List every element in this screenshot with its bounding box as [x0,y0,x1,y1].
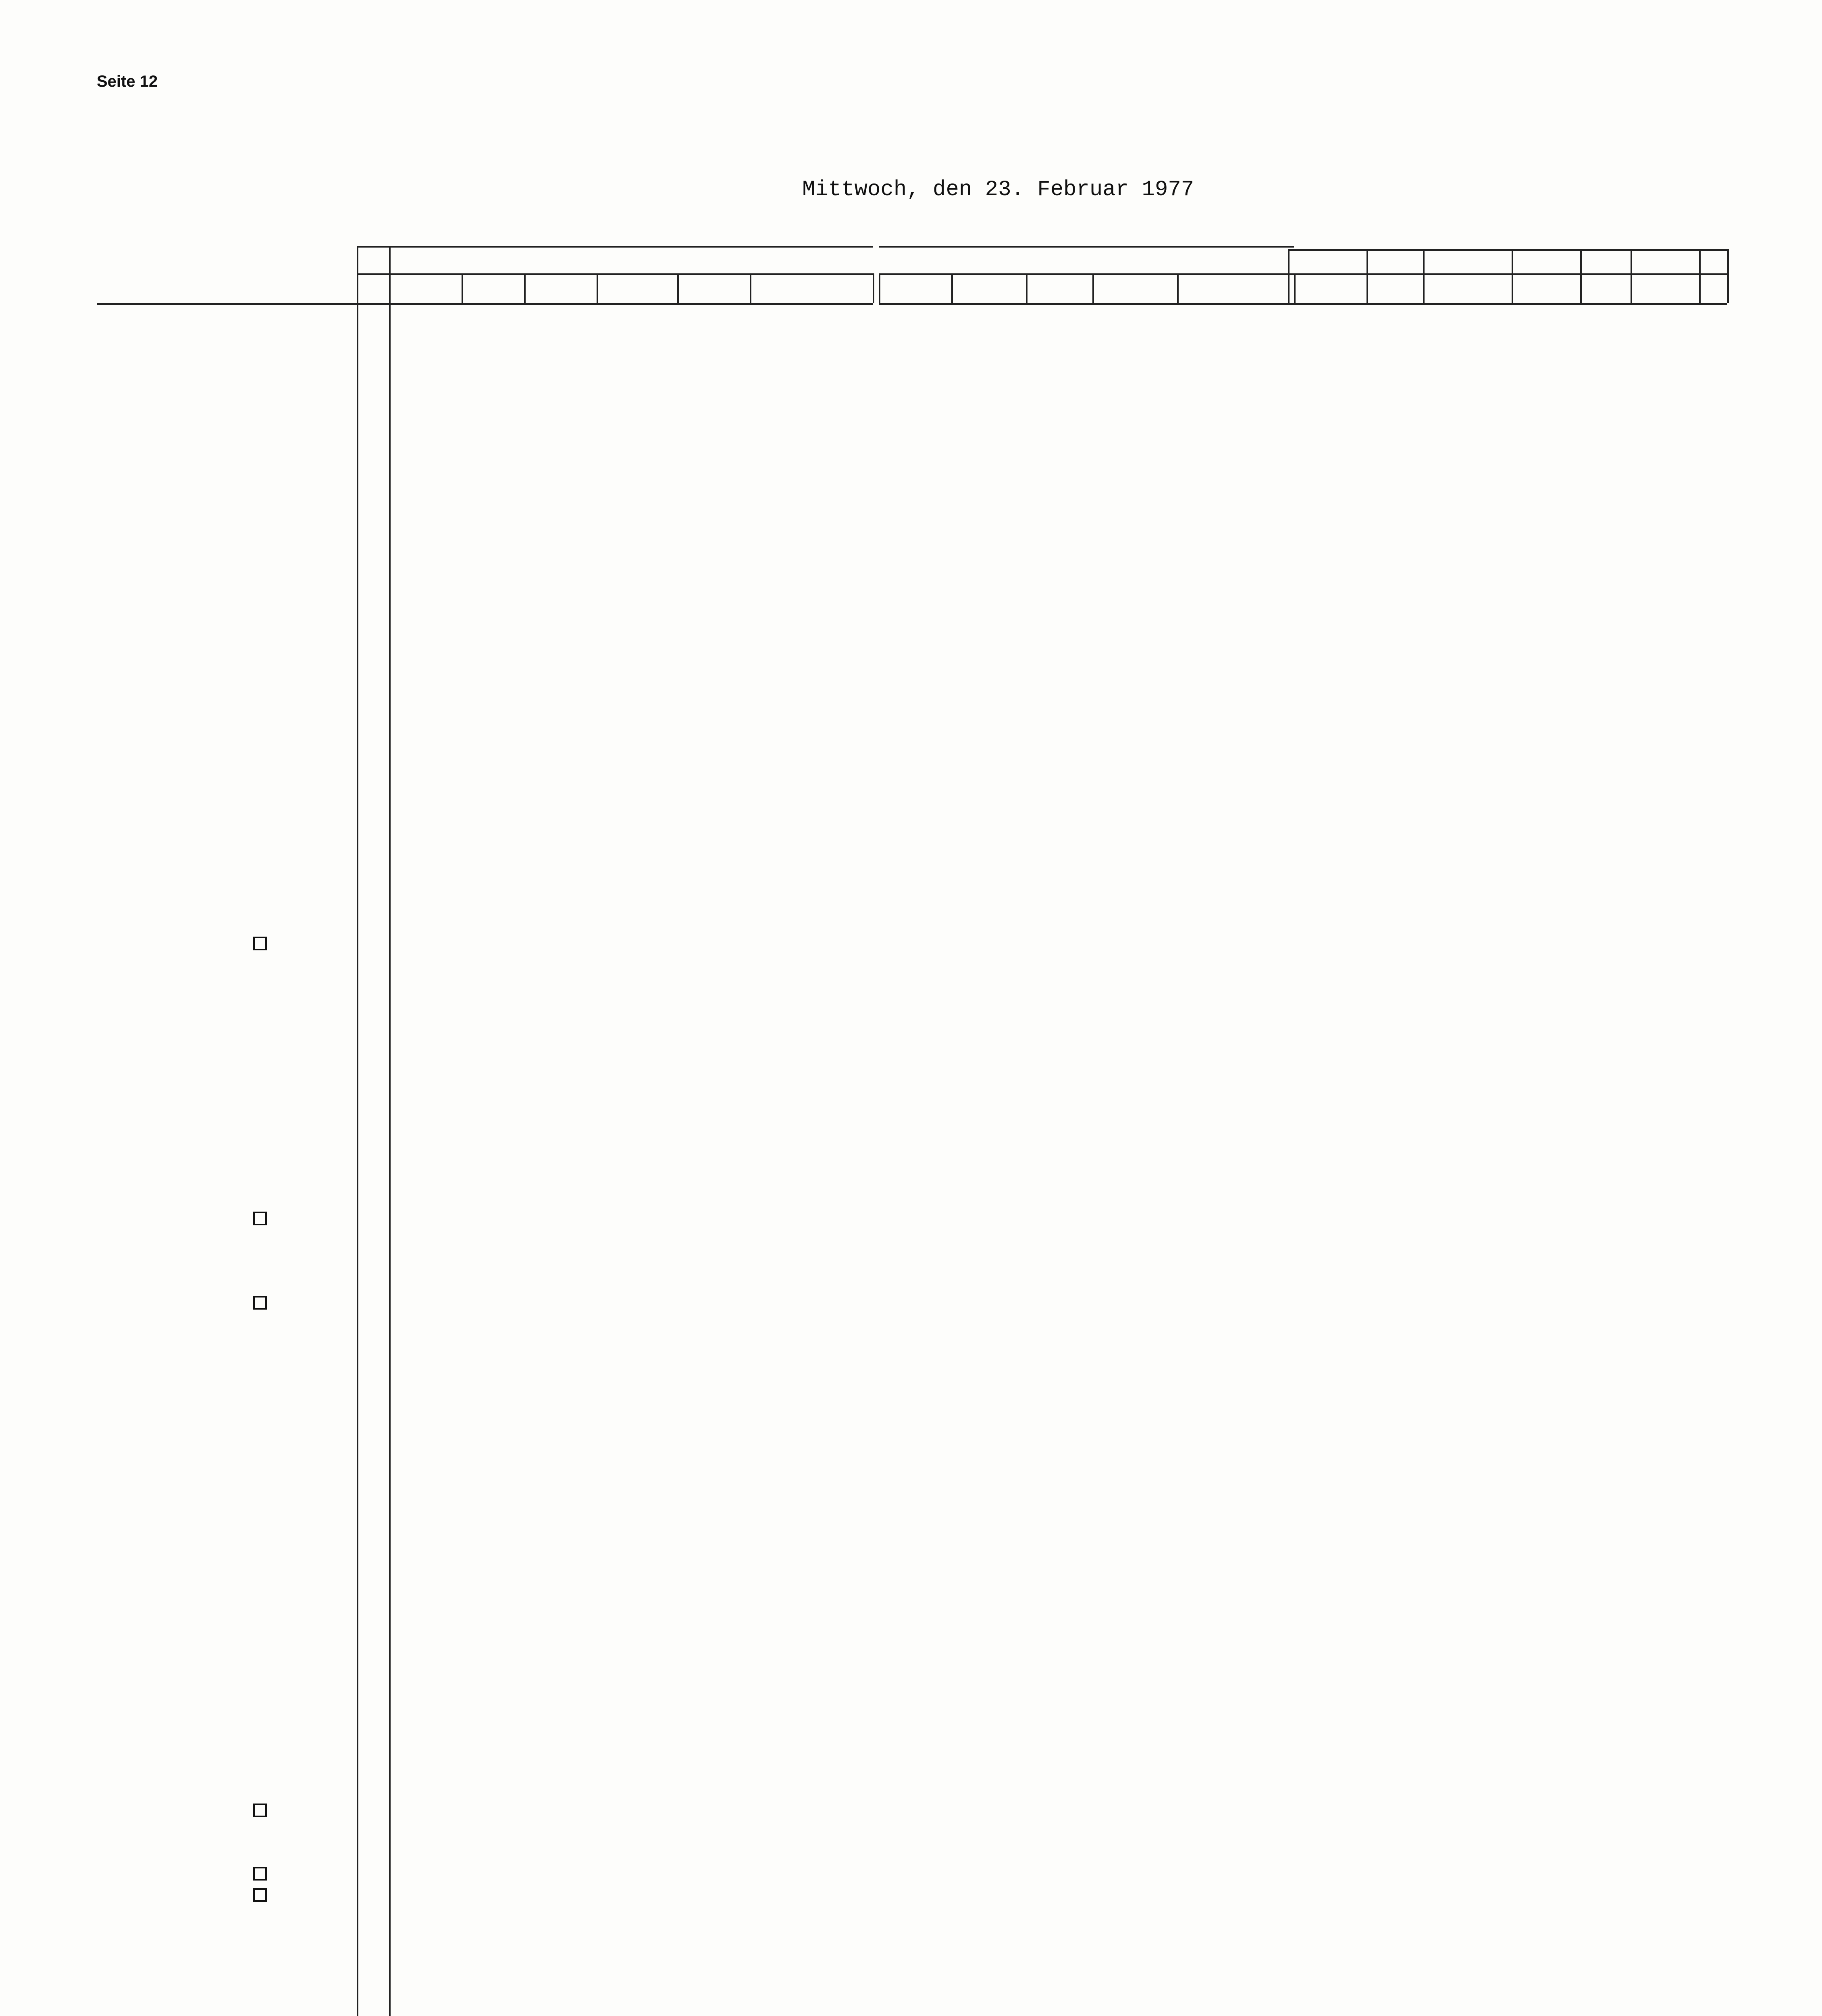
station-marker-icon [253,1804,267,1817]
rule-v [677,273,679,303]
header-rule-right [1288,249,1727,251]
page-label: Seite 12 [97,73,158,90]
rule-h [357,303,873,305]
rule-v [1294,273,1296,303]
rule-v [951,273,953,303]
rule-v [1580,249,1582,303]
station-marker-icon [253,937,267,950]
rule-h [357,273,873,275]
rule-v [1699,249,1701,303]
rule-v [1727,249,1729,303]
header-rule-18 [357,246,873,248]
rule-v [1423,249,1425,303]
rule-v [1288,249,1290,303]
body-rule-height [357,303,358,2016]
station-marker-icon [253,1296,267,1310]
rule-v [524,273,526,303]
rule-v [597,273,598,303]
rule-v [1092,273,1094,303]
rule-h [879,303,1294,305]
date-line: Mittwoch, den 23. Februar 1977 [802,177,1194,202]
rule-v [873,273,874,303]
rule-v [389,246,391,303]
rule-v [357,246,358,303]
rule-h [879,273,1294,275]
body-rule-iii [389,303,391,2016]
rule-v [462,273,463,303]
rule-v [879,273,880,303]
rule-h [1288,303,1727,305]
rule-v [1366,249,1368,303]
rule-h [1288,273,1727,275]
rule-v [1631,249,1632,303]
station-marker-icon [253,1867,267,1881]
rule-v [1026,273,1027,303]
station-marker-icon [253,1212,267,1225]
rule-v [1512,249,1513,303]
header-rule-21 [879,246,1294,248]
station-marker-icon [253,1888,267,1902]
header-rule-station [97,303,359,305]
rule-v [750,273,751,303]
rule-v [1177,273,1179,303]
